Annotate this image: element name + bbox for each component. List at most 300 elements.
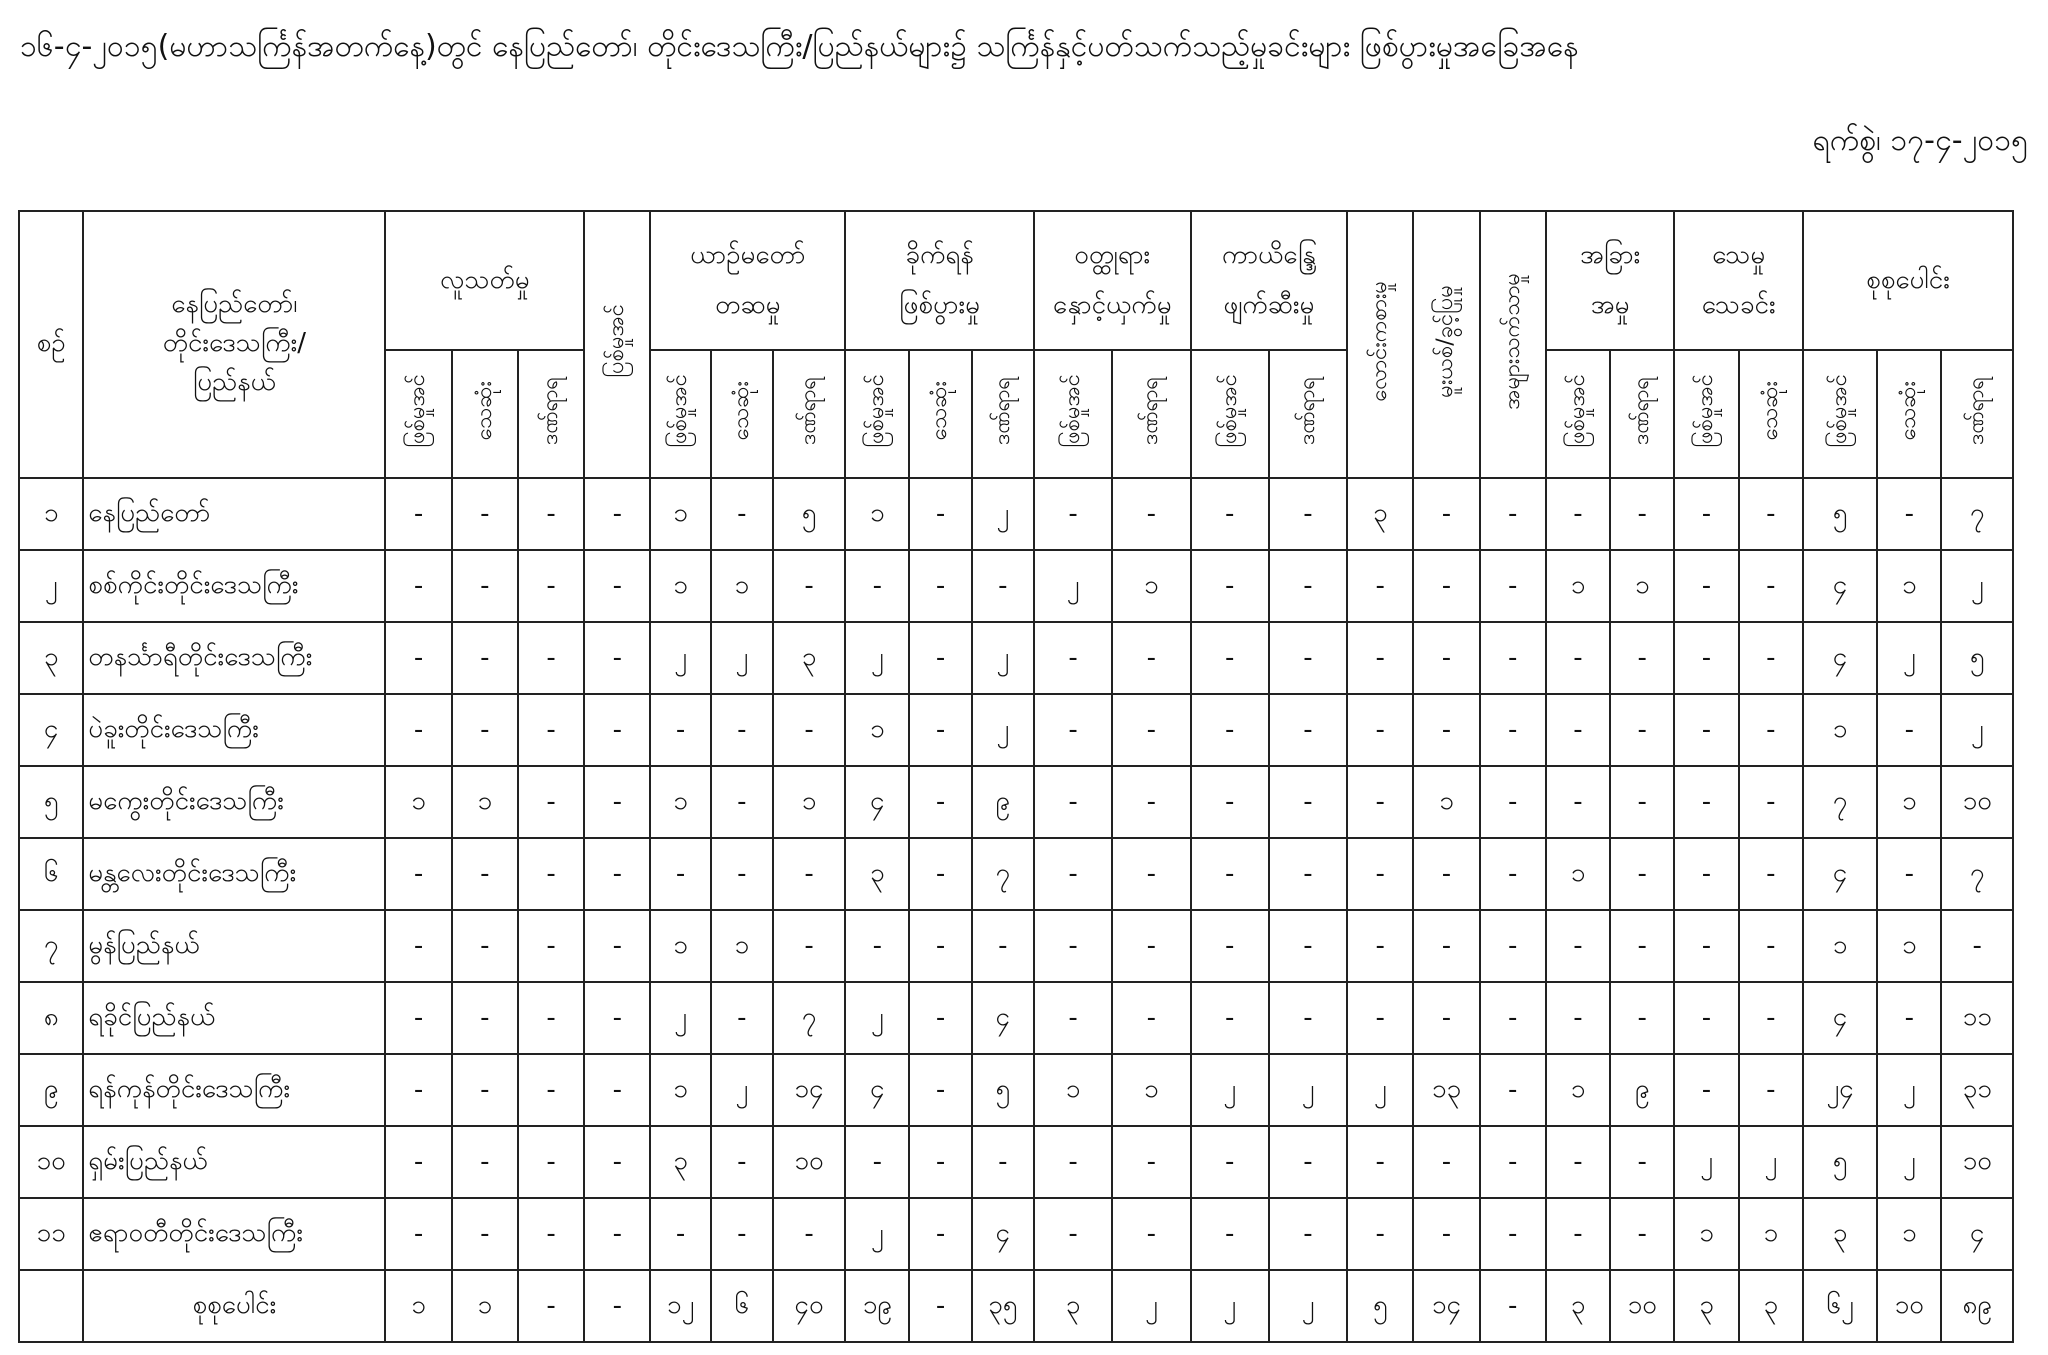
row-serial: ၅: [19, 766, 83, 838]
table-cell: ၄: [1803, 622, 1877, 694]
total-cell: -: [584, 1270, 650, 1342]
table-cell: -: [1546, 766, 1610, 838]
sub-cases: ဖြစ်မှုအင်: [1674, 350, 1738, 478]
table-cell: -: [1112, 838, 1190, 910]
table-cell: -: [1034, 622, 1112, 694]
sub-injured: ဒဏ်ရာရ: [773, 350, 845, 478]
sub-injured: ဒဏ်ရာရ: [1269, 350, 1347, 478]
table-row: [19, 694, 2013, 766]
table-cell: -: [1674, 1054, 1738, 1126]
table-cell: -: [1191, 910, 1269, 982]
table-cell: ၂: [650, 982, 710, 1054]
table-cell: -: [1347, 910, 1413, 982]
table-cell: ၄: [1803, 550, 1877, 622]
sub-injured: ဒဏ်ရာရ: [972, 350, 1034, 478]
total-cell: ၅: [1347, 1270, 1413, 1342]
table-cell: ၇: [1941, 838, 2013, 910]
table-cell: -: [1112, 478, 1190, 550]
group-murder: လူသတ်မှု: [385, 211, 584, 350]
table-cell: ၂: [1347, 1054, 1413, 1126]
table-cell: ၁: [452, 766, 518, 838]
table-cell: -: [845, 910, 909, 982]
table-cell: ၁: [1546, 1054, 1610, 1126]
table-cell: -: [909, 622, 971, 694]
table-cell: -: [1269, 1198, 1347, 1270]
table-cell: ၁: [1546, 550, 1610, 622]
table-cell: -: [385, 910, 451, 982]
table-cell: -: [711, 982, 773, 1054]
table-cell: -: [1739, 1054, 1803, 1126]
table-cell: -: [1034, 982, 1112, 1054]
sub-dead: သေဆုံး: [711, 350, 773, 478]
table-cell: -: [909, 694, 971, 766]
row-serial: ၉: [19, 1054, 83, 1126]
table-row: [19, 982, 2013, 1054]
table-cell: -: [1112, 910, 1190, 982]
table-cell: -: [972, 550, 1034, 622]
table-cell: -: [518, 838, 584, 910]
table-cell: -: [452, 910, 518, 982]
table-cell: -: [1877, 478, 1941, 550]
table-cell: ၁၄: [773, 1054, 845, 1126]
table-cell: -: [773, 910, 845, 982]
total-cell: ၃၅: [972, 1270, 1034, 1342]
table-cell: -: [1480, 1126, 1546, 1198]
table-cell: -: [385, 838, 451, 910]
table-cell: -: [385, 550, 451, 622]
table-cell: -: [909, 838, 971, 910]
group-death: သေမှု သေခင်း: [1674, 211, 1803, 350]
table-cell: ၂: [1941, 550, 2013, 622]
table-cell: -: [1034, 1198, 1112, 1270]
row-region-name: ဧရာဝတီတိုင်းဒေသကြီး: [83, 1198, 385, 1270]
table-cell: -: [452, 1198, 518, 1270]
table-cell: ၁: [1413, 766, 1479, 838]
table-cell: -: [1034, 838, 1112, 910]
row-serial: ၁: [19, 478, 83, 550]
table-cell: ၁: [1877, 1198, 1941, 1270]
total-label: စုစုပေါင်း: [83, 1270, 385, 1342]
table-cell: -: [1610, 838, 1674, 910]
table-cell: ၄: [1803, 982, 1877, 1054]
table-cell: ၃: [1347, 478, 1413, 550]
sub-cases: ဖြစ်မှုအင်: [385, 350, 451, 478]
table-cell: ၉: [972, 766, 1034, 838]
table-cell: -: [1347, 550, 1413, 622]
table-cell: -: [1610, 766, 1674, 838]
table-cell: -: [711, 766, 773, 838]
table-cell: -: [909, 766, 971, 838]
table-cell: -: [711, 694, 773, 766]
table-cell: -: [1112, 1198, 1190, 1270]
table-cell: -: [1191, 622, 1269, 694]
table-cell: -: [773, 838, 845, 910]
sub-injured: ဒဏ်ရာရ: [518, 350, 584, 478]
table-cell: -: [584, 478, 650, 550]
table-row: [19, 838, 2013, 910]
table-cell: ၁: [385, 766, 451, 838]
table-cell: -: [1413, 550, 1479, 622]
sub-cases: ဖြစ်မှုအင်: [1803, 350, 1877, 478]
table-cell: -: [1112, 622, 1190, 694]
table-cell: ၄: [845, 766, 909, 838]
table-cell: -: [452, 478, 518, 550]
page-title: ၁၆-၄-၂၀၁၅(မဟာသင်္ကြန်အတက်နေ့)တွင် နေပြည်တော်၊ တိုင်းဒေသကြီး/ပြည်နယ်များ၌ သင်္ကြန်နှင့်ပတ်သက်သည့်မှုခင်းများ ဖြစ်ပွားမှုအခြေအနေ: [20, 29, 1579, 64]
sub-dead: သေဆုံး: [1877, 350, 1941, 478]
row-serial: ၇: [19, 910, 83, 982]
table-cell: ၂: [1269, 1054, 1347, 1126]
table-cell: -: [1034, 478, 1112, 550]
table-cell: -: [1610, 1198, 1674, 1270]
group-fight: ခိုက်ရန် ဖြစ်ပွားမှု: [845, 211, 1034, 350]
group-traffic: ယာဉ်မတော် တဆမှု: [650, 211, 845, 350]
table-cell: ၂: [845, 982, 909, 1054]
table-cell: ၂: [1877, 622, 1941, 694]
table-cell: ၂: [845, 1198, 909, 1270]
sub-injured: ဒဏ်ရာရ: [1112, 350, 1190, 478]
table-cell: ၂: [972, 694, 1034, 766]
table-cell: ၁: [1546, 838, 1610, 910]
table-cell: -: [1739, 910, 1803, 982]
table-cell: -: [1739, 982, 1803, 1054]
table-cell: -: [1269, 1126, 1347, 1198]
table-cell: -: [1739, 694, 1803, 766]
table-cell: -: [1546, 622, 1610, 694]
table-cell: -: [1877, 694, 1941, 766]
sub-dead: သေဆုံး: [452, 350, 518, 478]
table-row: [19, 766, 2013, 838]
table-cell: -: [385, 982, 451, 1054]
table-cell: -: [1034, 910, 1112, 982]
table-cell: ၂: [1674, 1126, 1738, 1198]
row-region-name: စစ်ကိုင်းတိုင်းဒေသကြီး: [83, 550, 385, 622]
table-cell: -: [518, 1126, 584, 1198]
table-cell: ၄: [972, 1198, 1034, 1270]
table-cell: -: [1610, 982, 1674, 1054]
table-cell: ၂၄: [1803, 1054, 1877, 1126]
table-cell: -: [1347, 1198, 1413, 1270]
table-cell: ၇: [1941, 478, 2013, 550]
table-cell: -: [1480, 766, 1546, 838]
table-cell: -: [1674, 694, 1738, 766]
table-cell: -: [1034, 1126, 1112, 1198]
row-region-name: ရန်ကုန်တိုင်းဒေသကြီး: [83, 1054, 385, 1126]
table-cell: -: [452, 838, 518, 910]
group-theft: ဝတ္ထုရား နှောင့်ယှက်မှု: [1034, 211, 1191, 350]
table-cell: -: [1610, 694, 1674, 766]
table-cell: ၁: [1674, 1198, 1738, 1270]
table-cell: -: [1413, 622, 1479, 694]
table-cell: -: [650, 838, 710, 910]
serial-header: စဉ်: [19, 211, 83, 478]
table-cell: -: [584, 550, 650, 622]
table-cell: -: [385, 1126, 451, 1198]
table-cell: -: [1674, 622, 1738, 694]
table-row: [19, 910, 2013, 982]
table-cell: -: [1941, 910, 2013, 982]
table-cell: -: [1413, 1198, 1479, 1270]
table-cell: -: [1739, 622, 1803, 694]
table-cell: -: [1480, 910, 1546, 982]
table-cell: -: [1480, 478, 1546, 550]
table-cell: -: [584, 694, 650, 766]
table-cell: ၂: [1941, 694, 2013, 766]
total-cell: ၃: [1674, 1270, 1738, 1342]
table-cell: -: [1674, 838, 1738, 910]
table-cell: -: [1191, 694, 1269, 766]
sub-cases: ဖြစ်မှုအင်: [1191, 350, 1269, 478]
sub-cases: ဖြစ်မှုအင်: [650, 350, 710, 478]
table-row: [19, 1198, 2013, 1270]
table-cell: -: [972, 910, 1034, 982]
table-cell: -: [909, 1198, 971, 1270]
sub-cases: ဖြစ်မှုအင်: [1034, 350, 1112, 478]
table-cell: -: [1112, 1126, 1190, 1198]
total-cell: ၃: [1546, 1270, 1610, 1342]
table-cell: ၁: [650, 766, 710, 838]
row-region-name: မကွေးတိုင်းဒေသကြီး: [83, 766, 385, 838]
group-sexual: ကာယိန္ဒြေ ဖျက်ဆီးမှု: [1191, 211, 1348, 350]
table-cell: -: [385, 1054, 451, 1126]
table-cell: ၄: [972, 982, 1034, 1054]
table-cell: -: [1610, 622, 1674, 694]
table-cell: ၁၀: [773, 1126, 845, 1198]
table-cell: -: [452, 550, 518, 622]
table-cell: ၂: [972, 622, 1034, 694]
table-cell: ၃: [773, 622, 845, 694]
table-cell: -: [1112, 766, 1190, 838]
table-cell: -: [909, 1126, 971, 1198]
table-cell: -: [452, 622, 518, 694]
total-cell: ၈၉: [1941, 1270, 2013, 1342]
table-cell: -: [1347, 766, 1413, 838]
table-cell: ၉: [1610, 1054, 1674, 1126]
table-cell: ၂: [1191, 1054, 1269, 1126]
table-cell: ၇: [773, 982, 845, 1054]
table-cell: ၄: [1941, 1198, 2013, 1270]
col-header-c16: အများသက်သာမှု: [1480, 211, 1546, 478]
table-cell: -: [518, 694, 584, 766]
total-cell: ၂: [1191, 1270, 1269, 1342]
col-header-c14: လောင်းကစားမှု: [1347, 211, 1413, 478]
table-cell: ၅: [1941, 622, 2013, 694]
table-cell: -: [518, 1198, 584, 1270]
table-cell: ၁: [773, 766, 845, 838]
total-cell: -: [518, 1270, 584, 1342]
table-cell: -: [1546, 1198, 1610, 1270]
row-serial: ၄: [19, 694, 83, 766]
sub-cases: ဖြစ်မှုအင်: [1546, 350, 1610, 478]
table-cell: ၃: [650, 1126, 710, 1198]
table-cell: ၁: [1610, 550, 1674, 622]
table-cell: ၂: [845, 622, 909, 694]
table-cell: -: [1739, 550, 1803, 622]
sub-dead: သေဆုံး: [1739, 350, 1803, 478]
table-cell: ၃: [1803, 1198, 1877, 1270]
total-cell: -: [1480, 1270, 1546, 1342]
row-region-name: မန္တလေးတိုင်းဒေသကြီး: [83, 838, 385, 910]
table-cell: ၁: [650, 478, 710, 550]
crime-table: [18, 210, 2014, 1343]
table-cell: ၅: [1803, 1126, 1877, 1198]
table-cell: -: [1269, 622, 1347, 694]
table-cell: -: [518, 622, 584, 694]
table-cell: -: [1546, 1126, 1610, 1198]
table-cell: -: [1546, 694, 1610, 766]
row-region-name: ရှမ်းပြည်နယ်: [83, 1126, 385, 1198]
table-row: [19, 1054, 2013, 1126]
table-cell: -: [584, 1198, 650, 1270]
table-cell: -: [1269, 694, 1347, 766]
table-cell: -: [518, 766, 584, 838]
total-cell: ၁၀: [1877, 1270, 1941, 1342]
table-cell: -: [1191, 1198, 1269, 1270]
table-cell: -: [518, 1054, 584, 1126]
table-cell: -: [972, 1126, 1034, 1198]
table-row: [19, 478, 2013, 550]
table-cell: ၃၁: [1941, 1054, 2013, 1126]
table-cell: -: [1674, 982, 1738, 1054]
table-cell: -: [1413, 694, 1479, 766]
total-cell: ၁: [452, 1270, 518, 1342]
table-cell: -: [711, 838, 773, 910]
table-cell: ၁: [845, 478, 909, 550]
table-cell: -: [584, 1054, 650, 1126]
table-cell: -: [845, 550, 909, 622]
row-serial: ၃: [19, 622, 83, 694]
table-cell: -: [650, 1198, 710, 1270]
table-cell: -: [584, 838, 650, 910]
table-cell: -: [1674, 550, 1738, 622]
table-cell: -: [711, 478, 773, 550]
table-cell: -: [452, 1126, 518, 1198]
sub-injured: ဒဏ်ရာရ: [1941, 350, 2013, 478]
table-cell: -: [1269, 766, 1347, 838]
table-cell: ၅: [972, 1054, 1034, 1126]
row-serial: ၈: [19, 982, 83, 1054]
total-cell: ၁၄: [1413, 1270, 1479, 1342]
table-cell: -: [584, 622, 650, 694]
table-cell: ၁: [1877, 766, 1941, 838]
table-cell: ၁၀: [1941, 1126, 2013, 1198]
table-cell: ၁: [1034, 1054, 1112, 1126]
table-cell: -: [1191, 982, 1269, 1054]
table-cell: ၁: [1112, 550, 1190, 622]
total-row: [19, 1270, 2013, 1342]
table-cell: -: [1480, 1054, 1546, 1126]
table-cell: -: [518, 982, 584, 1054]
row-serial: ၂: [19, 550, 83, 622]
total-cell: ၁၀: [1610, 1270, 1674, 1342]
table-cell: ၁၀: [1941, 766, 2013, 838]
row-region-name: မွန်ပြည်နယ်: [83, 910, 385, 982]
table-cell: -: [1480, 550, 1546, 622]
table-cell: -: [1191, 838, 1269, 910]
total-serial: [19, 1270, 83, 1342]
group-total: စုစုပေါင်း: [1803, 211, 2013, 350]
table-cell: -: [1112, 982, 1190, 1054]
table-cell: ၂: [1034, 550, 1112, 622]
table-cell: -: [518, 478, 584, 550]
table-cell: -: [1034, 694, 1112, 766]
table-cell: -: [773, 550, 845, 622]
table-cell: -: [1877, 838, 1941, 910]
table-cell: -: [711, 1198, 773, 1270]
table-cell: -: [452, 982, 518, 1054]
table-cell: -: [650, 694, 710, 766]
total-cell: ၃: [1034, 1270, 1112, 1342]
total-cell: ၁၂: [650, 1270, 710, 1342]
row-serial: ၆: [19, 838, 83, 910]
report-date: ရက်စွဲ၊ ၁၇-၄-၂၀၁၅: [1812, 123, 2028, 158]
table-cell: -: [1674, 766, 1738, 838]
table-cell: -: [909, 1054, 971, 1126]
table-cell: ၂: [650, 622, 710, 694]
table-cell: -: [909, 550, 971, 622]
table-cell: -: [584, 1126, 650, 1198]
table-cell: -: [1269, 550, 1347, 622]
table-cell: ၁၃: [1413, 1054, 1479, 1126]
group-other: အခြား အမှု: [1546, 211, 1675, 350]
table-cell: -: [1739, 838, 1803, 910]
table-cell: -: [1877, 982, 1941, 1054]
row-region-name: တနင်္သာရီတိုင်းဒေသကြီး: [83, 622, 385, 694]
table-cell: -: [1034, 766, 1112, 838]
table-cell: -: [385, 478, 451, 550]
table-cell: ၁: [1112, 1054, 1190, 1126]
table-cell: -: [909, 910, 971, 982]
total-cell: ၁: [385, 1270, 451, 1342]
table-cell: ၂: [1877, 1054, 1941, 1126]
table-cell: -: [1191, 1126, 1269, 1198]
table-cell: -: [1413, 838, 1479, 910]
col-header-c4: ပြစ်မှုအင်: [584, 211, 650, 478]
table-cell: -: [1480, 694, 1546, 766]
table-cell: ၄: [845, 1054, 909, 1126]
table-cell: -: [1191, 766, 1269, 838]
table-cell: -: [452, 694, 518, 766]
table-cell: ၂: [1739, 1126, 1803, 1198]
table-cell: -: [1610, 910, 1674, 982]
table-cell: -: [1739, 766, 1803, 838]
table-cell: ၂: [711, 622, 773, 694]
table-cell: -: [518, 550, 584, 622]
table-cell: ၁: [650, 1054, 710, 1126]
table-cell: -: [1269, 838, 1347, 910]
table-cell: -: [1480, 838, 1546, 910]
table-cell: -: [773, 1198, 845, 1270]
table-cell: -: [1739, 478, 1803, 550]
table-cell: -: [1480, 982, 1546, 1054]
table-cell: -: [1413, 982, 1479, 1054]
row-region-name: ရခိုင်ပြည်နယ်: [83, 982, 385, 1054]
table-cell: ၅: [1803, 478, 1877, 550]
row-region-name: နေပြည်တော်: [83, 478, 385, 550]
table-cell: -: [773, 694, 845, 766]
total-cell: ၆: [711, 1270, 773, 1342]
table-cell: -: [1347, 694, 1413, 766]
table-cell: -: [1269, 478, 1347, 550]
table-cell: -: [1610, 1126, 1674, 1198]
table-cell: -: [385, 1198, 451, 1270]
total-cell: ၂: [1112, 1270, 1190, 1342]
table-cell: ၂: [972, 478, 1034, 550]
total-cell: ၆၂: [1803, 1270, 1877, 1342]
table-cell: ၁: [1739, 1198, 1803, 1270]
row-serial: ၁၁: [19, 1198, 83, 1270]
table-cell: -: [1413, 910, 1479, 982]
table-cell: -: [452, 1054, 518, 1126]
